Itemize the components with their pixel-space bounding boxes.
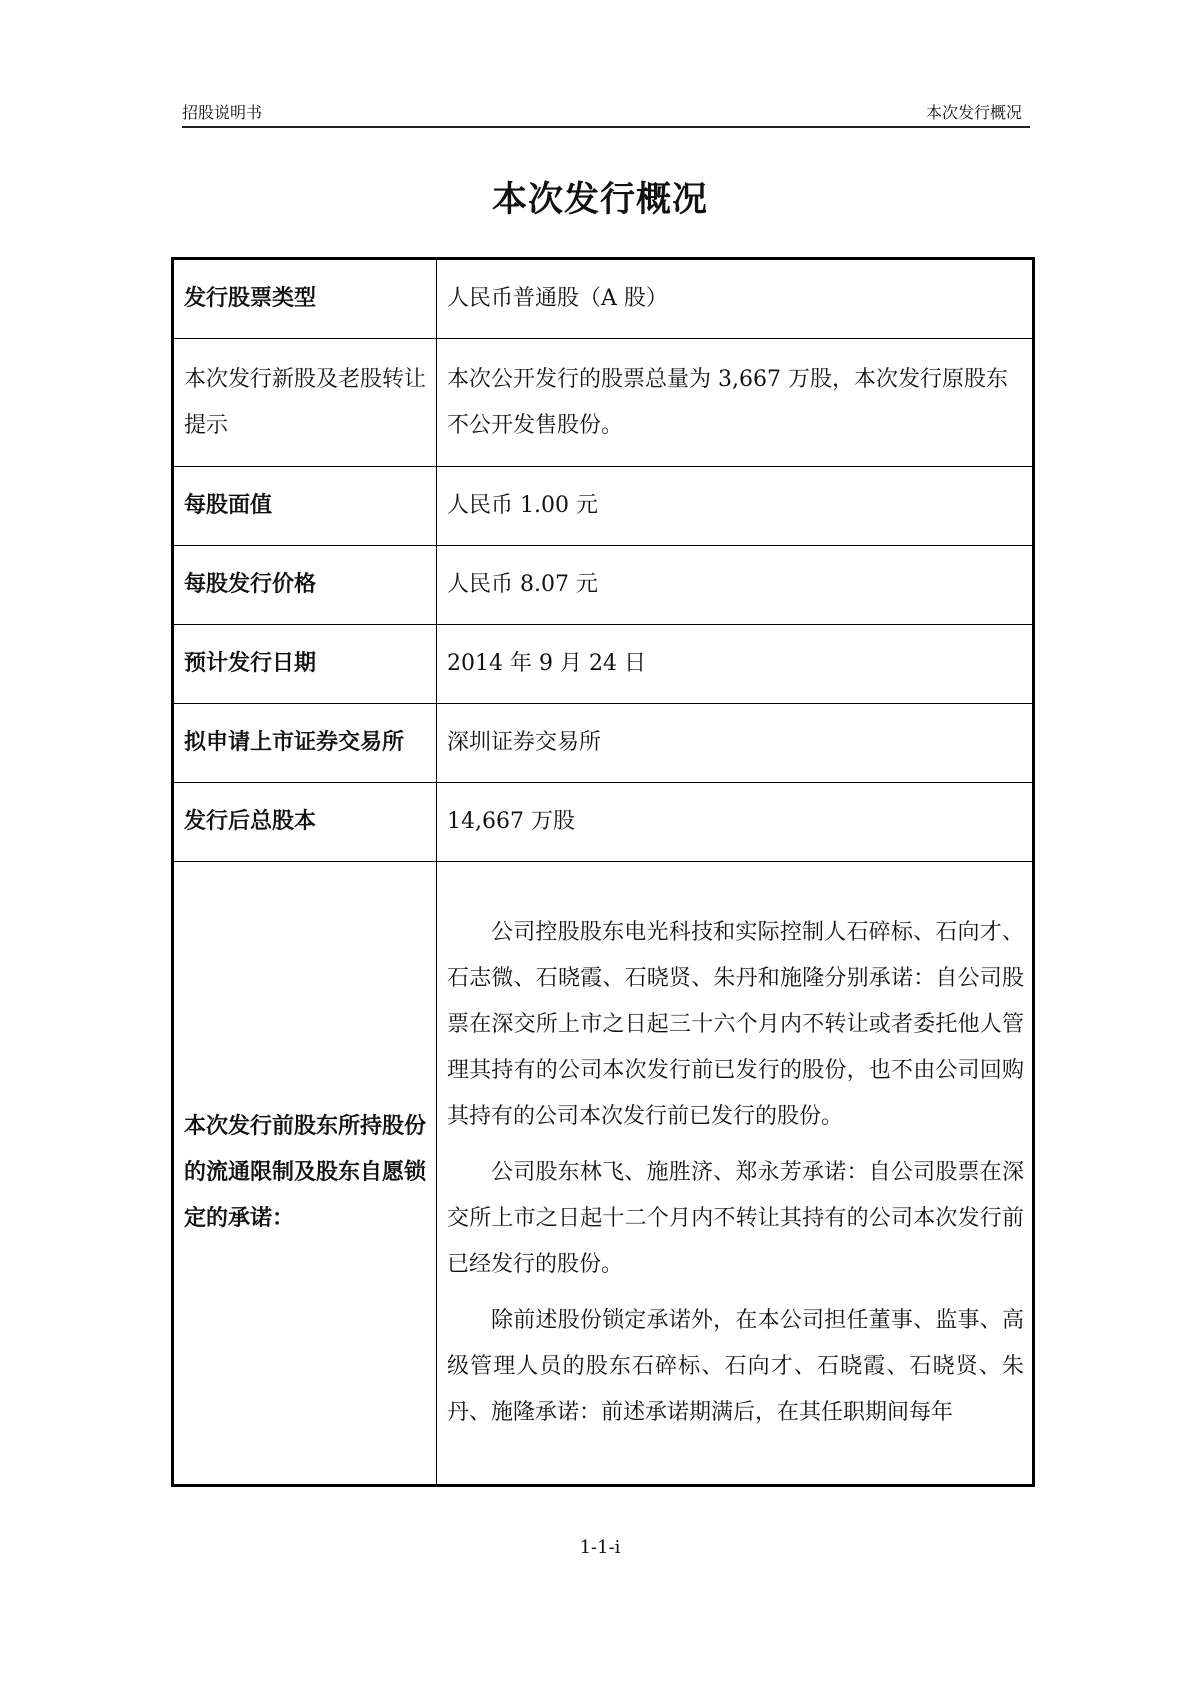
row-label: 拟申请上市证券交易所 — [173, 704, 437, 783]
row-value: 人民币普通股（A 股） — [437, 259, 1034, 339]
page-title: 本次发行概况 — [491, 180, 708, 220]
row-value: 深圳证券交易所 — [437, 704, 1034, 783]
page-header — [182, 96, 1030, 128]
table-row — [173, 625, 1034, 704]
lockup-paragraph: 公司控股股东电光科技和实际控制人石碎标、石向才、石志微、石晓霞、石晓贤、朱丹和施隆分别承诺：自公司股票在深交所上市之日起三十六个月内不转让或者委托他人管理其持有的公司本次发行前已发行的股份，也不由公司回购其持有的公司本次发行前已发行的股份。 — [447, 920, 1024, 1129]
header-section-name: 本次发行概况 — [925, 103, 1022, 122]
row-label: 本次发行新股及老股转让提示 — [173, 339, 437, 467]
page-number: 1-1-i — [579, 1537, 621, 1558]
table-row — [173, 783, 1034, 862]
row-value: 人民币 8.07 元 — [437, 546, 1034, 625]
row-label: 预计发行日期 — [173, 625, 437, 704]
table-row — [173, 704, 1034, 783]
lockup-paragraph: 公司股东林飞、施胜济、郑永芳承诺：自公司股票在深交所上市之日起十二个月内不转让其持有的公司本次发行前已经发行的股份。 — [447, 1160, 1024, 1277]
row-label: 每股面值 — [173, 467, 437, 546]
issuance-overview-table — [171, 257, 1035, 1487]
table-row — [173, 467, 1034, 546]
row-label: 发行后总股本 — [173, 783, 437, 862]
row-value: 人民币 1.00 元 — [437, 467, 1034, 546]
header-doc-name: 招股说明书 — [182, 103, 263, 122]
lockup-content — [437, 862, 1034, 1486]
lockup-paragraph: 除前述股份锁定承诺外，在本公司担任董事、监事、高级管理人员的股东石碎标、石向才、石晓霞、石晓贤、朱丹、施隆承诺：前述承诺期满后，在其任职期间每年 — [447, 1308, 1024, 1425]
table-row — [173, 339, 1034, 467]
row-value: 14,667 万股 — [437, 783, 1034, 862]
row-value: 2014 年 9 月 24 日 — [437, 625, 1034, 704]
row-label: 发行股票类型 — [173, 259, 437, 339]
table-row-lockup — [173, 862, 1034, 1486]
row-value: 本次公开发行的股票总量为 3,667 万股，本次发行原股东不公开发售股份。 — [437, 339, 1034, 467]
table-row — [173, 259, 1034, 339]
lockup-label: 本次发行前股东所持股份的流通限制及股东自愿锁定的承诺： — [173, 862, 437, 1486]
table-row — [173, 546, 1034, 625]
row-label: 每股发行价格 — [173, 546, 437, 625]
